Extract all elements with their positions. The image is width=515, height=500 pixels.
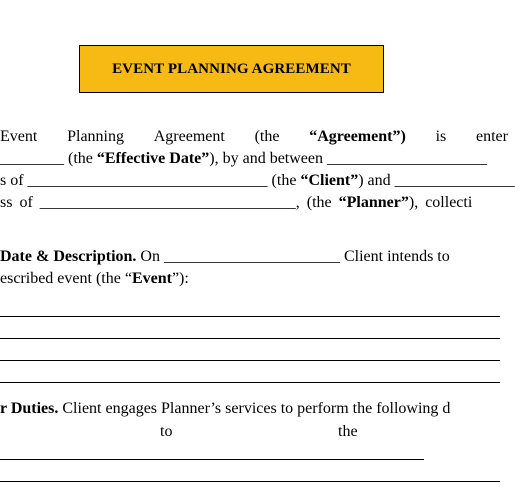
planner-term: “Planner” [338, 194, 409, 211]
event-description-blank-line[interactable] [0, 316, 500, 317]
section-text: On ______________________ Client intends to [136, 248, 450, 265]
duties-blank-line[interactable] [0, 459, 424, 460]
intro-line-2 [0, 148, 487, 170]
event-description-blank-line[interactable] [0, 360, 500, 361]
intro-text: ________ (the [0, 150, 97, 167]
intro-word: Agreement [153, 128, 225, 145]
document-title: EVENT PLANNING AGREEMENT [112, 60, 351, 77]
section-text: Client engages Planner’s services to perform the following d [58, 400, 451, 417]
event-description-blank-line[interactable] [0, 382, 500, 383]
intro-text: ) and _______________ [358, 172, 515, 189]
intro-word: Event [0, 128, 38, 145]
event-term: Event [131, 270, 172, 287]
duties-blank-line[interactable] [0, 481, 500, 482]
title-banner [79, 45, 384, 93]
intro-word: Planning [67, 128, 124, 145]
intro-text: ), collecti [408, 194, 473, 211]
intro-text: ), by and between ____________________ [209, 150, 487, 167]
section-duties-line-2-to [160, 421, 172, 443]
section-heading: r Duties. [0, 400, 59, 417]
section-text: the [338, 423, 358, 440]
section-heading: Date & Description. [0, 248, 137, 265]
intro-line-4 [0, 192, 472, 214]
client-term: “Client” [300, 172, 359, 189]
intro-line-1 [0, 126, 508, 148]
intro-word: enter [476, 128, 508, 145]
intro-word: (the [254, 128, 280, 145]
intro-word: is [435, 128, 447, 145]
section-text: ”): [171, 270, 189, 287]
section-date-description-line-2 [0, 268, 189, 290]
intro-word: “Agreement”) [309, 128, 406, 145]
effective-date-term: “Effective Date” [96, 150, 210, 167]
section-text: escribed event (the “ [0, 270, 132, 287]
intro-line-3 [0, 170, 515, 192]
section-text: to [160, 423, 173, 440]
section-date-description-line-1 [0, 246, 450, 268]
section-duties-line-1 [0, 398, 450, 420]
intro-text: ss of ________________________________, (the [0, 194, 339, 211]
section-duties-line-2-the [338, 421, 358, 443]
event-description-blank-line[interactable] [0, 338, 500, 339]
intro-text: s of ______________________________ (the [0, 172, 301, 189]
